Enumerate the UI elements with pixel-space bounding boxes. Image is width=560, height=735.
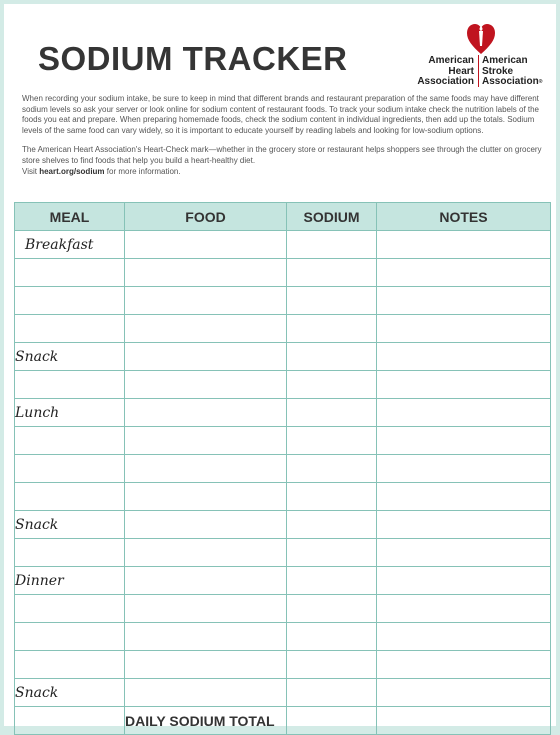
sodium-cell[interactable]: [287, 483, 377, 511]
notes-cell[interactable]: [377, 371, 551, 399]
visit-line: [22, 167, 546, 178]
table-row: [15, 315, 551, 343]
table-row: [15, 567, 551, 595]
table-row: [15, 343, 551, 371]
food-cell[interactable]: [125, 287, 287, 315]
meal-cell[interactable]: [15, 483, 125, 511]
column-header-sodium: SODIUM: [287, 203, 377, 231]
table-row: [15, 427, 551, 455]
meal-cell[interactable]: [15, 623, 125, 651]
notes-cell[interactable]: [377, 567, 551, 595]
sodium-cell[interactable]: [287, 427, 377, 455]
meal-cell[interactable]: [15, 287, 125, 315]
heart-torch-icon: [466, 22, 496, 56]
notes-cell[interactable]: [377, 287, 551, 315]
table-row: [15, 679, 551, 707]
asa-line-2: Stroke: [482, 65, 514, 77]
sodium-cell[interactable]: [287, 399, 377, 427]
sodium-cell[interactable]: [287, 651, 377, 679]
food-cell[interactable]: [125, 343, 287, 371]
column-header-food: FOOD: [125, 203, 287, 231]
table-row: [15, 259, 551, 287]
sodium-cell[interactable]: [287, 315, 377, 343]
daily-sodium-total-value[interactable]: [287, 707, 377, 735]
food-cell[interactable]: [125, 259, 287, 287]
food-cell[interactable]: [125, 315, 287, 343]
meal-cell[interactable]: [15, 595, 125, 623]
table-row: [15, 399, 551, 427]
food-cell[interactable]: [125, 427, 287, 455]
notes-cell[interactable]: [377, 343, 551, 371]
tracker-body: [15, 231, 551, 735]
sodium-cell[interactable]: [287, 595, 377, 623]
total-notes-cell[interactable]: [377, 707, 551, 735]
food-cell[interactable]: [125, 483, 287, 511]
table-header-row: [15, 203, 551, 231]
sodium-cell[interactable]: [287, 679, 377, 707]
table-row: [15, 483, 551, 511]
registered-mark: ®: [538, 79, 543, 85]
logo-divider: [478, 55, 479, 87]
table-row: [15, 539, 551, 567]
meal-cell[interactable]: Snack: [15, 343, 125, 371]
food-cell[interactable]: [125, 231, 287, 259]
tracker-sheet: [4, 4, 556, 729]
table-row: [15, 595, 551, 623]
sodium-cell[interactable]: [287, 231, 377, 259]
sodium-cell[interactable]: [287, 511, 377, 539]
table-row: [15, 231, 551, 259]
food-cell[interactable]: [125, 651, 287, 679]
asa-line-1: American: [482, 55, 528, 66]
total-meal-cell: [15, 707, 125, 735]
meal-cell[interactable]: Breakfast: [15, 231, 125, 259]
meal-cell[interactable]: [15, 371, 125, 399]
sodium-cell[interactable]: [287, 259, 377, 287]
intro-text: [22, 94, 546, 177]
sodium-cell[interactable]: [287, 371, 377, 399]
table-row: [15, 371, 551, 399]
asa-wordmark: [482, 56, 548, 88]
meal-cell[interactable]: [15, 427, 125, 455]
notes-cell[interactable]: [377, 483, 551, 511]
notes-cell[interactable]: [377, 399, 551, 427]
visit-link[interactable]: heart.org/sodium: [39, 166, 105, 176]
notes-cell[interactable]: [377, 623, 551, 651]
meal-cell[interactable]: Dinner: [15, 567, 125, 595]
notes-cell[interactable]: [377, 651, 551, 679]
sodium-cell[interactable]: [287, 623, 377, 651]
food-cell[interactable]: [125, 539, 287, 567]
visit-suffix: for more information.: [104, 166, 181, 176]
meal-cell[interactable]: [15, 455, 125, 483]
sodium-cell[interactable]: [287, 539, 377, 567]
table-row: [15, 455, 551, 483]
food-cell[interactable]: [125, 595, 287, 623]
notes-cell[interactable]: [377, 427, 551, 455]
food-cell[interactable]: [125, 511, 287, 539]
sodium-cell[interactable]: [287, 455, 377, 483]
meal-cell[interactable]: [15, 651, 125, 679]
daily-sodium-total-label: DAILY SODIUM TOTAL: [125, 707, 287, 735]
food-cell[interactable]: [125, 399, 287, 427]
visit-prefix: Visit: [22, 166, 40, 176]
food-cell[interactable]: [125, 623, 287, 651]
sodium-cell[interactable]: [287, 567, 377, 595]
notes-cell[interactable]: [377, 315, 551, 343]
table-row: [15, 287, 551, 315]
notes-cell[interactable]: [377, 231, 551, 259]
meal-cell[interactable]: Lunch: [15, 399, 125, 427]
asa-line-3: Association: [482, 76, 539, 87]
meal-cell[interactable]: [15, 315, 125, 343]
meal-cell[interactable]: Snack: [15, 511, 125, 539]
notes-cell[interactable]: [377, 539, 551, 567]
meal-cell[interactable]: Snack: [15, 679, 125, 707]
page-title: SODIUM TRACKER: [38, 40, 348, 77]
food-cell[interactable]: [125, 567, 287, 595]
aha-logo: [414, 22, 549, 90]
aha-line-1: American: [428, 55, 474, 66]
notes-cell[interactable]: [377, 679, 551, 707]
table-row: [15, 651, 551, 679]
aha-wordmark: [414, 56, 474, 88]
notes-cell[interactable]: [377, 259, 551, 287]
intro-paragraph-1: When recording your sodium intake, be sure to keep in mind that different brands and restaurant preparation of the same foods may have different sodium levels so ask your server or look online for sodium content of restaurant foods. To track your sodium intake check the nutrition labels of the foods you eat and prepare. When preparing homemade foods, check the sodium content in individual ingredients, then add up the totals. Sodium levels of the same food can vary widely, so it is important to educate yourself by reading labels and looking for low-sodium options.: [22, 94, 540, 135]
aha-line-3: Association: [417, 76, 474, 87]
notes-cell[interactable]: [377, 455, 551, 483]
table-row: [15, 623, 551, 651]
meal-cell[interactable]: [15, 539, 125, 567]
notes-cell[interactable]: [377, 511, 551, 539]
daily-total-row: [15, 707, 551, 735]
column-header-meal: MEAL: [15, 203, 125, 231]
sodium-cell[interactable]: [287, 343, 377, 371]
table-row: [15, 511, 551, 539]
sodium-cell[interactable]: [287, 287, 377, 315]
meal-cell[interactable]: [15, 259, 125, 287]
intro-paragraph-2: The American Heart Association's Heart-Check mark—whether in the grocery store or restaurant helps shoppers see through the clutter on grocery store shelves to find foods that help you build a heart-healthy diet.: [22, 145, 542, 165]
food-cell[interactable]: [125, 455, 287, 483]
food-cell[interactable]: [125, 679, 287, 707]
notes-cell[interactable]: [377, 595, 551, 623]
column-header-notes: NOTES: [377, 203, 551, 231]
food-cell[interactable]: [125, 371, 287, 399]
sodium-tracker-table: [14, 202, 551, 735]
aha-line-2: Heart: [448, 65, 474, 77]
